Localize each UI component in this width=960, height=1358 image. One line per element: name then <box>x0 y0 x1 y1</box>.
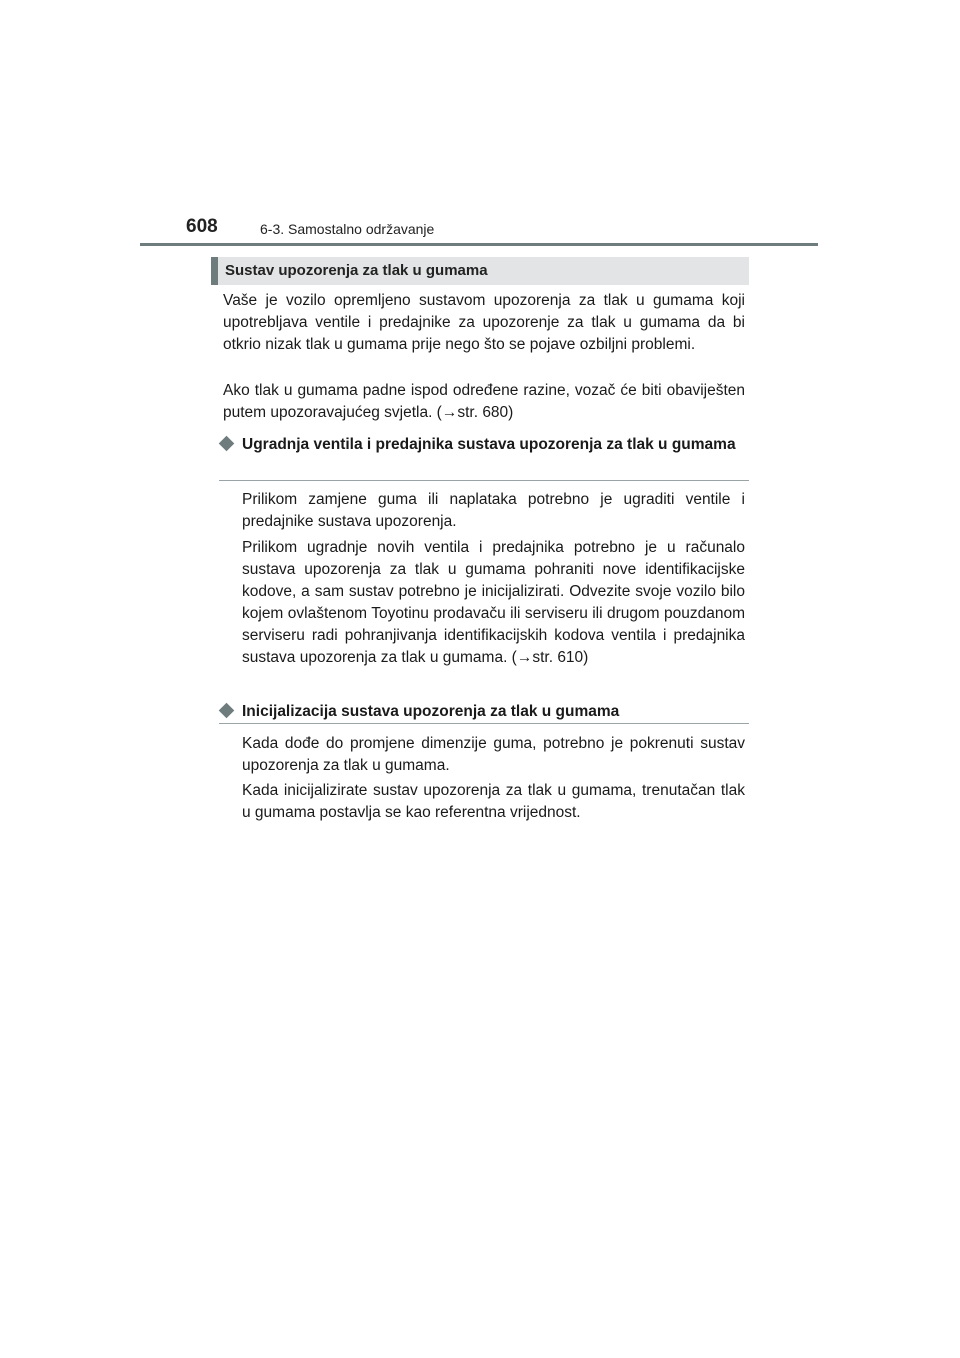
subsection-paragraph: Prilikom ugradnje novih ventila i predajnika potrebno je u računalo sustava upozorenja za tlak u gumama pohraniti nove identifikacijske kodove, a sam sustav potrebno je inicijalizirati. Odvezite svoje vozilo bilo kojem ovlaštenom Toyotinu prodavaču ili serviseru ili drugom pouzdanom serviseru radi pohranjivanja identifikacijskih kodova ventila i predajnika sustava upozorenja za tlak u gumama. (→str. 610) <box>242 539 745 666</box>
section-title: Sustav upozorenja za tlak u gumama <box>225 262 488 279</box>
page-number: 608 <box>186 216 218 237</box>
subsection-heading: Inicijalizacija sustava upozorenja za tlak u gumama <box>242 703 620 720</box>
chapter-heading: 6-3. Samostalno održavanje <box>260 221 435 237</box>
subsection-paragraph: Kada inicijalizirate sustav upozorenja za tlak u gumama, trenutačan tlak u gumama postavlja se kao referentna vrijednost. <box>242 782 745 821</box>
intro-paragraph: Vaše je vozilo opremljeno sustavom upozorenja za tlak u gumama koji upotrebljava ventile i predajnike za upozorenje za tlak u gumama da bi otkrio nizak tlak u gumama prije nego što se pojave ozbiljni problemi. <box>223 292 745 353</box>
intro-paragraph: Ako tlak u gumama padne ispod određene razine, vozač će biti obaviješten putem upozoravajućeg svjetla. (→str. 680) <box>223 382 745 421</box>
subsection-divider <box>219 723 749 724</box>
section-title-bar <box>211 257 749 285</box>
section-title-accent <box>211 257 218 285</box>
subsection-divider <box>219 480 749 481</box>
diamond-bullet-icon <box>219 703 235 719</box>
subsection-paragraph: Kada dođe do promjene dimenzije guma, potrebno je pokrenuti sustav upozorenja za tlak u gumama. <box>242 735 745 774</box>
subsection-heading: Ugradnja ventila i predajnika sustava upozorenja za tlak u gumama <box>242 436 736 453</box>
subsection-paragraph: Prilikom zamjene guma ili naplataka potrebno je ugraditi ventile i predajnike sustava upozorenja. <box>242 491 745 530</box>
header-divider <box>140 243 818 246</box>
diamond-bullet-icon <box>219 436 235 452</box>
